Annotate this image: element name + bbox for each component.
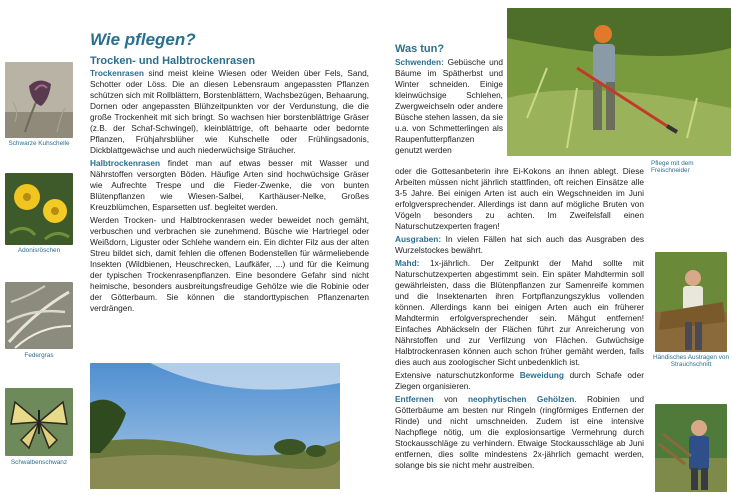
- right-body: [395, 166, 644, 473]
- adonis-photo: [5, 173, 73, 245]
- austragen-photo: [655, 252, 727, 352]
- text-schwenden-b: oder die Gottesanbeterin ihre Ei-Kokons an ihnen ablegt. Diese Arbeiten müssen nicht jährlich stattfinden, oft reichen Einsätze alle 3-5 Jahre. Bei einigen Arten ist auch ein Wegschneiden im Juni erfolgversprechender. Allerdings ist dann auf mögliche Bruten von Vögeln besonders zu achten. Im Zweifelsfall einen Naturschutzexperten fragen!: [395, 166, 644, 231]
- kuhschelle-photo: [5, 62, 73, 138]
- right-subhead: Was tun?: [395, 43, 445, 55]
- keyword-ausgraben: Ausgraben:: [395, 234, 442, 244]
- text-halbtrockenrasen: findet man auf etwas besser mit Wasser und Nährstoffen versorgten Böden. Häufige Arten sind hochwüchsige Gräser wie Aufrechte Trespe und die Fieder-Zwenke, die von bunten Blütenpflanzen wie Wiesen-Salbei, Karthäuser-Nelke, Großes Kreuzblümchen, Esparsetten usf. begleitet werden.: [90, 158, 369, 212]
- paragraph-trockenrasen: [90, 68, 369, 156]
- paragraph-mahd: [395, 258, 644, 368]
- caption-federgras: Federgras: [24, 352, 54, 359]
- text-beweidung-a: Extensive naturschutzkonforme: [395, 370, 520, 380]
- freischneider-photo: [507, 8, 731, 156]
- keyword-beweidung: Beweidung: [519, 370, 564, 380]
- paragraph-halbtrockenrasen: [90, 158, 369, 213]
- paragraph-ausgraben: [395, 234, 644, 256]
- text-beweidung-b: durch Schafe oder Ziegen organisieren.: [395, 370, 644, 391]
- paragraph-verbuschung: Werden Trocken- und Halbtrockenrasen weder beweidet noch gemäht, verbuschen und verbrachen sie zunehmend. Büsche wie Hartriegel oder Weißdorn, Liguster oder Schlehe wandern ein. Ein dichter Filz aus der alten Streu bildet sich, damit fehlen die offenen Bodenstellen für wärmeliebende Insekten (Wildbienen, Heuschrecken, Laufkäfer, ...) und für die Keimung der typischen Trockenrasenpflanzen. Eine besondere Gefahr sind nicht heimische, besonders ausbreitungsfreudige Gehölze wie die Robinie oder der Götterbaum. Sie können die standorttypischen Pflanzenarten verdrängen.: [90, 215, 369, 313]
- schwenden-block: [395, 57, 503, 156]
- caption-freischneider: Pflege mit dem Freischneider: [651, 160, 694, 174]
- schwalbenschwanz-photo: [5, 388, 73, 456]
- keyword-schwenden: Schwenden:: [395, 57, 444, 67]
- caption-adonis: Adonisröschen: [17, 247, 61, 254]
- caption-schwalbenschwanz: Schwalbenschwanz: [10, 459, 68, 466]
- text-entfernen-b: . Robinien und Götterbäume am besten nur Ringeln (ringförmiges Entfernen der Rinde) und nicht umschneiden. Zudem ist eine intensive Nachpflege nötig, um die explosionsartige Vermehrung durch Stockausschläge zu verhindern. Etwaige Stockausschläge ab Juni entfernen, dies sollte mindestens 2x-jährlich gemacht werden, solange bis sie nicht mehr austreiben.: [395, 394, 644, 470]
- text-entfernen-a: von: [433, 394, 468, 404]
- text-schwenden-a: Gebüsche und Bäume im Spätherbst und Winter schneiden. Einige kleinwüchsige Schlehen, Zwergweichseln oder andere Büsche stehen lassen, da sie u.a. von Schmetterlingen als Raupenfutterpflanzen genutzt werden: [395, 57, 503, 155]
- gehoelz-photo: [655, 404, 727, 492]
- keyword-neophyten: neophytischen Gehölzen: [467, 394, 575, 404]
- text-mahd: 1x-jährlich. Der Zeitpunkt der Mahd sollte mit Naturschutzexperten abgestimmt sein. Ein später Mahdtermin soll gewährleisten, dass die Blütenpflanzen zur Samenreife kommen und die Insektenarten ihren Fortpflanzungszyklus vollenden können. Allerdings kann bei einigen Arten auch ein früherer Mahdtermin erfolgversprechender sein. Mähgut entfernen! Einfaches Abhäckseln der Flächen führt zur Anreicherung von Nährstoffen und zur Verfilzung von Flächen. Gutwüchsige Halbtrockenrasen können auch schon früher gemäht werden, falls dies auch aus zoologischer Sicht unbedenklich ist.: [395, 258, 644, 367]
- left-subhead: Trocken- und Halbtrockenrasen: [90, 55, 256, 67]
- federgras-photo: [5, 282, 73, 349]
- keyword-trockenrasen: Trockenrasen: [90, 68, 144, 78]
- caption-austragen: Händisches Austragen von Strauchschnitt: [652, 354, 730, 368]
- paragraph-entfernen: [395, 394, 644, 471]
- text-ausgraben: In vielen Fällen hat sich auch das Ausgraben des Wurzelstockes bewährt.: [395, 234, 644, 255]
- caption-kuhschelle: Schwarze Kuhschelle: [8, 140, 70, 147]
- landscape-photo: [90, 363, 340, 489]
- keyword-entfernen: Entfernen: [395, 394, 434, 404]
- text-trockenrasen: sind meist kleine Wiesen oder Weiden über Fels, Sand, Schotter oder Löss. Die an diesen Lebensraum angepassten Pflanzen schützen sich mit Rollblättern, Borstenblättern, Wachsbezügen, Behaarung, Dornen oder angepassten Blühzeitpunkten vor der Verdunstung, die die große Trockenheit mit sich bringt. So wachsen hier borstenblättrige Gräser (z.B. der Schaf-Schwingel), kleinblättrige, oft behaarte oder bedornte Pflanzen, Frühjahrsblüher wie Kuhschelle oder Frühlingsadonis, Dickblattgewächse und auch niederwüchsige Sträucher.: [90, 68, 369, 155]
- paragraph-beweidung: [395, 370, 644, 392]
- keyword-mahd: Mahd:: [395, 258, 420, 268]
- page-title: Wie pflegen?: [90, 30, 196, 49]
- left-body: [90, 68, 369, 314]
- left-column: [90, 55, 369, 316]
- keyword-halbtrockenrasen: Halbtrockenrasen: [90, 158, 161, 168]
